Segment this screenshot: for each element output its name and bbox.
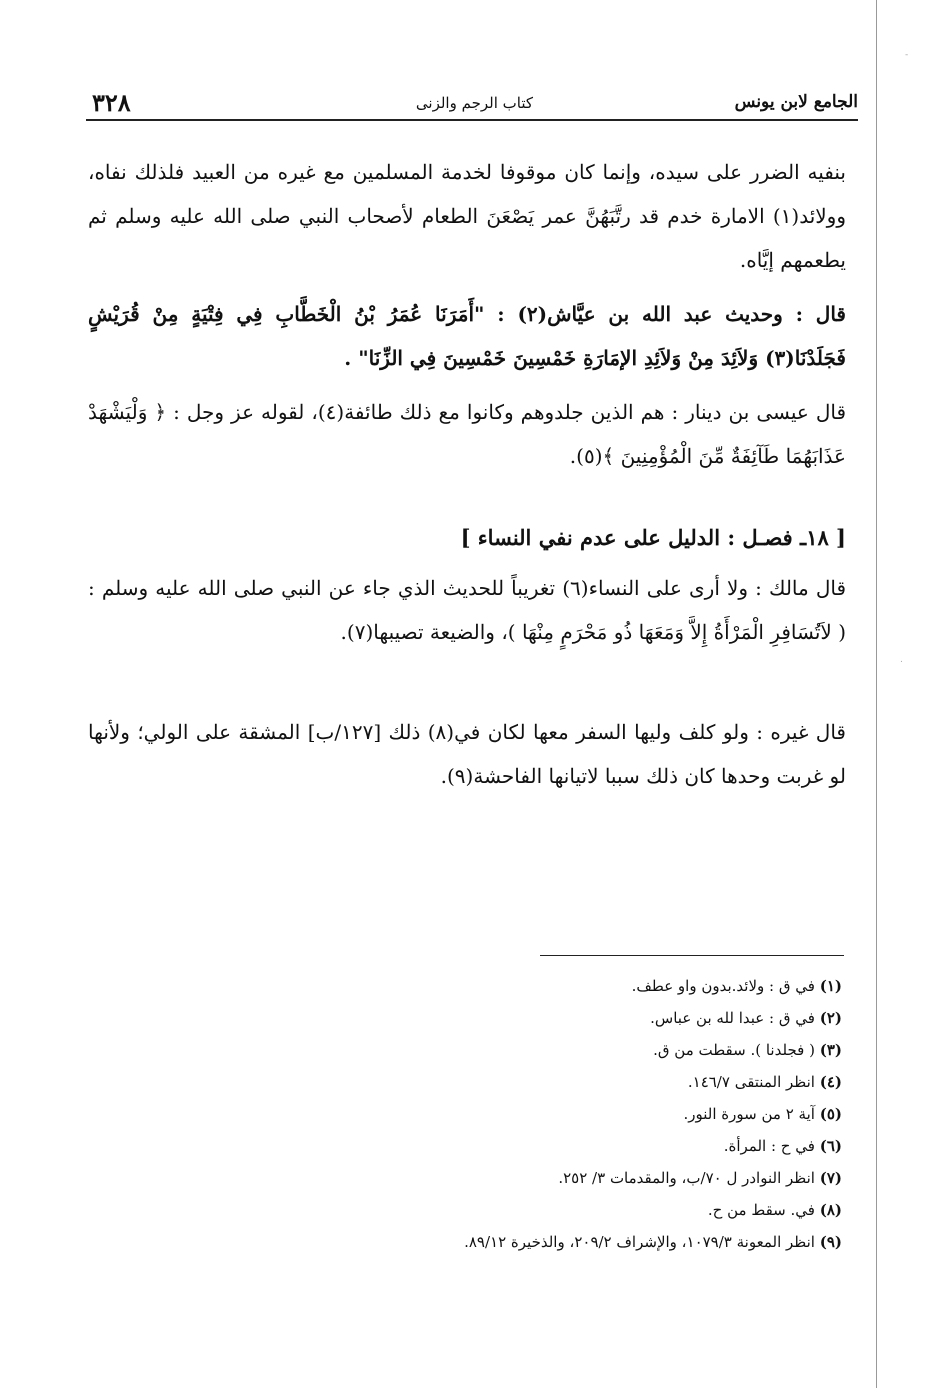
section-heading [88,516,846,560]
footnote [300,1034,842,1066]
footnote [300,970,842,1002]
paragraph: قال عيسى بن دينار : هم الذين جلدوهم وكانوا مع ذلك طائفة(٤)، لقوله عز وجل : ﴿ وَلْيَشْهَدْ عَذَابَهُمَا طَآئِفَةٌ مِّنَ الْمُؤْمِنِينَ ﴾(٥). [88,400,846,468]
page-header [86,88,858,118]
main-text [88,710,846,798]
footnote-number: (٣) [819,1041,842,1059]
main-text [88,390,846,478]
footnote-text: ( فجلدنا ). سقطت من ق. [653,1041,815,1059]
book-title: الجامع لابن يونس [734,92,858,112]
main-text [88,292,846,380]
footnote-text: انظر النوادر ل ٧٠/ب، والمقدمات ٣/ ٢٥٢. [558,1169,815,1187]
header-rule [86,119,858,121]
scan-speck: . [900,655,903,665]
footnote-number: (٢) [819,1009,842,1027]
footnote-text: انظر المعونة ١٠٧٩/٣، والإشراف ٢٠٩/٢، والذخيرة ٨٩/١٢. [464,1233,815,1251]
paragraph: قال : وحديث عبد الله بن عيَّاش(٢) : "أَمَرَنَا عُمَرُ بْنُ الْخَطَّابِ فِي فِتْيَةٍ مِنْ قُرَيْشٍ فَجَلَدْنَا(٣) وَلاَئِدَ مِنْ وَلاَئِدِ الإمَارَةِ خَمْسِينَ خَمْسِينَ فِي الزِّنَا" . [88,302,846,370]
footnote [300,1066,842,1098]
footnote-rule [540,955,844,956]
footnote-number: (٥) [819,1105,842,1123]
footnote-number: (١) [819,977,842,995]
footnote-text: في ح : المرأة. [723,1137,815,1155]
main-text [88,566,846,654]
scan-speck: - [905,50,909,60]
footnote-number: (٩) [819,1233,842,1251]
footnote [300,1130,842,1162]
paragraph: قال غيره : ولو كلف وليها السفر معها لكان في(٨) ذلك [١٢٧/ب] المشقة على الولي؛ ولأنها لو غربت وحدها كان ذلك سببا لاتيانها الفاحشة(٩). [88,720,846,788]
footnote-text: في. سقط من ح. [707,1201,815,1219]
footnote [300,1226,842,1258]
main-text [88,150,846,282]
heading-text: [ ١٨ـ فصـل : الدليل على عدم نفي النساء ] [460,525,846,550]
footnote-number: (٨) [819,1201,842,1219]
paragraph: قال مالك : ولا أرى على النساء(٦) تغريباً للحديث الذي جاء عن النبي صلى الله عليه وسلم : ( لاَتُسَافِرِ الْمَرْأَةُ إِلاَّ وَمَعَهَا ذُو مَحْرَمٍ مِنْهَا )، والضيعة تصيبها(٧). [88,576,847,644]
chapter-title: كتاب الرجم والزنى [415,94,533,112]
footnote [300,1002,842,1034]
footnote-text: في ق : ولائد.بدون واو عطف. [631,977,815,995]
footnote-number: (٦) [819,1137,842,1155]
footnote [300,1162,842,1194]
footnote-text: انظر المنتقى ١٤٦/٧. [687,1073,815,1091]
paragraph: بنفيه الضرر على سيده، وإنما كان موقوفا لخدمة المسلمين مع غيره من العبيد فلذلك نفاه، وولائد(١) الامارة خدم قد رتَّبَهُنَّ عمر يَصْعَنَ الطعام لأصحاب النبي صلى الله عليه وسلم ثم يطعمهم إيَّاه. [88,160,846,272]
footnote-number: (٤) [819,1073,842,1091]
footnote [300,1194,842,1226]
footnotes [300,970,842,1258]
page-edge [876,0,877,1388]
page-number: ٣٢٨ [92,88,131,117]
footnote-text: آية ٢ من سورة النور. [683,1105,815,1123]
footnote-text: في ق : عبدا لله بن عباس. [650,1009,815,1027]
footnote-number: (٧) [819,1169,842,1187]
footnote [300,1098,842,1130]
